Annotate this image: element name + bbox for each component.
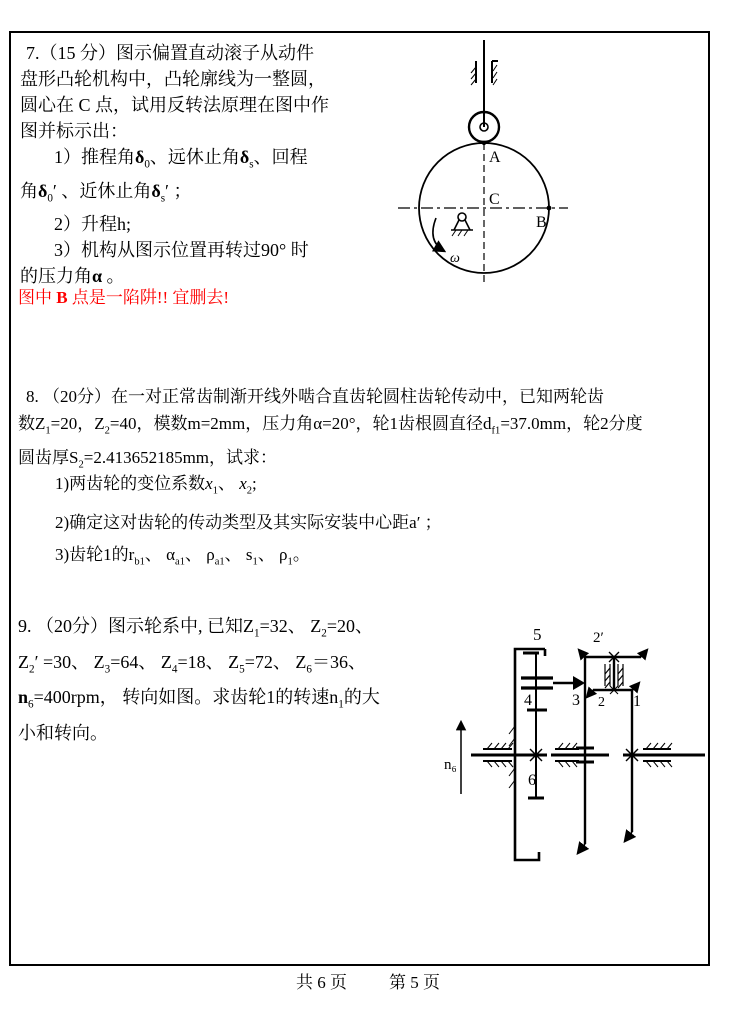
question-8-line: 数$Z_1=20$，$Z_2=40$，模数m=2mm，压力角α=20°，轮1齿根圆直径$d_{f1}=37.0mm$，轮2分度: [18, 414, 643, 437]
question-9-line: $Z_2' =30$、 $Z_3=64$、 $Z_4=18$、 $Z_5=72$、 $Z_6=36$、: [18, 651, 366, 676]
question-7-line: 2）升程h;: [54, 214, 132, 235]
omega-label: ω: [450, 251, 460, 266]
cam-label-a: A: [489, 149, 501, 166]
gear-3-end-arrow: [578, 844, 585, 853]
cam-diagram: [396, 35, 576, 290]
rotation-arrow: [433, 218, 444, 251]
gear-label-1: 1: [633, 693, 641, 710]
question-7-line: 7.（15 分）图示偏置直动滚子从动件: [26, 43, 314, 63]
link-joint: [573, 676, 585, 690]
question-7: [20, 40, 430, 289]
cam-label-b: B: [536, 214, 547, 231]
question-8-line: 8. （20分）在一对正常齿制渐开线外啮合直齿轮圆柱齿轮传动中，已知两轮齿: [26, 387, 604, 406]
gear-label-2: 2: [598, 695, 605, 710]
footer-current-page: 第 5 页: [389, 973, 440, 992]
question-8-item: 3)齿轮1的$r_{b1}$、 $\alpha_{a1}$、 $\rho_{a1}$、 $s_1$、 $\rho_1$。: [55, 545, 310, 568]
follower-guide: [476, 61, 498, 83]
question-9-line: $n_6=400rpm$， 转向如图。求齿轮1的转速$n_1$的大: [18, 687, 380, 711]
cam-pivot: [451, 213, 473, 236]
page-footer: [0, 968, 736, 993]
question-8-item: 1)两齿轮的变位系数$x_1$、 $x_2$;: [55, 474, 257, 497]
red-annotation: 图中 B 点是一陷阱!! 宜删去!: [18, 288, 230, 307]
cam-label-c: C: [489, 191, 500, 208]
question-8-line: 圆齿厚$S_2=2.413652185mm$，试求：: [18, 448, 278, 471]
point-a-dot: [482, 141, 486, 145]
question-7-line: 盘形凸轮机构中，凸轮廓线为一整圆，: [20, 69, 326, 89]
question-8: [18, 383, 706, 479]
question-7-line: 图并标示出：: [20, 121, 128, 141]
question-8-item: 2)确定这对齿轮的传动类型及其实际安装中心距a′ ；: [55, 513, 442, 533]
gear-label-5: 5: [533, 625, 542, 644]
footer-total-pages: 共 6 页: [296, 973, 347, 992]
question-7-line: 1）推程角$\delta_0$、远休止角$\delta_s$、回程: [54, 147, 308, 171]
gear-label-6: 6: [528, 772, 536, 789]
question-9-line: 9. （20分）图示轮系中, 已知$Z_1=32$、 $Z_2=20$、: [18, 616, 373, 640]
gear-1-end-arrow: [625, 832, 632, 841]
question-8-items: [55, 472, 675, 583]
gear-label-2p: 2′: [593, 630, 604, 646]
gear-label-4: 4: [524, 692, 532, 709]
question-7-line: 的压力角α 。: [20, 266, 125, 287]
question-9-line: 小和转向。: [18, 722, 108, 743]
question-7-line: 角$\delta_0'$ 、近休止角$\delta_s'$ ；: [20, 180, 192, 205]
n6-label: n₆: [444, 757, 457, 773]
gear-train-diagram: [443, 622, 723, 887]
question-7-line: 圆心在 C 点，试用反转法原理在图中作: [20, 95, 330, 115]
point-b-dot: [547, 206, 552, 211]
gear-label-3: 3: [572, 692, 580, 709]
question-7-line: 3）机构从图示位置再转过90° 时: [54, 240, 309, 261]
question-9: [18, 612, 448, 747]
